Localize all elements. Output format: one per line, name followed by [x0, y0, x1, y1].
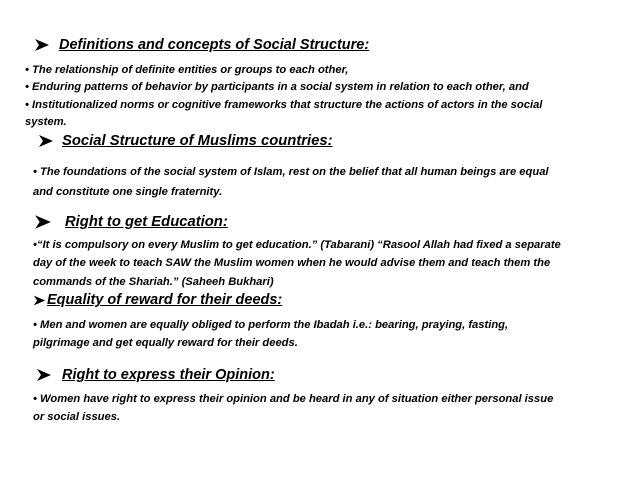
text-line: • The foundations of the social system of Islam, rest on the belief that all human beings are equal: [33, 166, 549, 178]
heading-social-structure-muslims: [38, 133, 333, 149]
text-line: •“It is compulsory on every Muslim to get education.” (Tabarani) “Rasool Allah had fixed a separate: [33, 239, 561, 251]
arrowhead-check-bullet-icon: [34, 37, 50, 53]
text-line: day of the week to teach SAW the Muslim women when he would advise them and teach them the: [33, 257, 551, 270]
heading-right-to-express-opinion: [36, 367, 275, 383]
arrowhead-check-bullet-icon: [33, 294, 46, 307]
heading-definitions: [34, 37, 369, 53]
text-line: • Women have right to express their opinion and be heard in any of situation either personal issue: [33, 393, 554, 405]
text-line: • Enduring patterns of behavior by participants in a social system in relation to each other, and: [25, 81, 529, 94]
section-education-body: [33, 236, 561, 291]
heading-right-to-education: [34, 213, 228, 231]
arrowhead-check-bullet-icon: [38, 133, 54, 149]
heading-text: Right to express their Opinion:: [62, 367, 275, 383]
heading-text: Social Structure of Muslims countries:: [62, 133, 333, 149]
heading-text: Right to get Education:: [65, 214, 228, 230]
section-opinion-body: [33, 390, 553, 426]
text-line: • The relationship of definite entities or groups to each other,: [25, 64, 349, 76]
section-social-structure-body: [33, 161, 549, 204]
heading-text: Definitions and concepts of Social Structure:: [59, 37, 370, 53]
section-equality-body: [33, 316, 508, 352]
text-line: and constitute one single fraternity.: [33, 186, 223, 198]
text-line: pilgrimage and get equally reward for their deeds.: [33, 337, 298, 349]
arrowhead-check-bullet-icon: [34, 213, 52, 231]
arrowhead-check-bullet-icon: [36, 367, 52, 383]
heading-text: Equality of reward for their deeds:: [47, 292, 283, 308]
section-definitions-body: [25, 62, 542, 131]
text-line: • Men and women are equally obliged to perform the Ibadah i.e.: bearing, praying, fasting,: [33, 319, 509, 331]
text-line: commands of the Shariah.” (Saheeh Bukhari): [33, 275, 274, 288]
heading-equality-of-reward: [33, 292, 282, 308]
text-line: or social issues.: [33, 411, 121, 423]
text-line: • Institutionalized norms or cognitive frameworks that structure the actions of actors in the social: [25, 98, 543, 111]
text-line: system.: [25, 115, 67, 128]
